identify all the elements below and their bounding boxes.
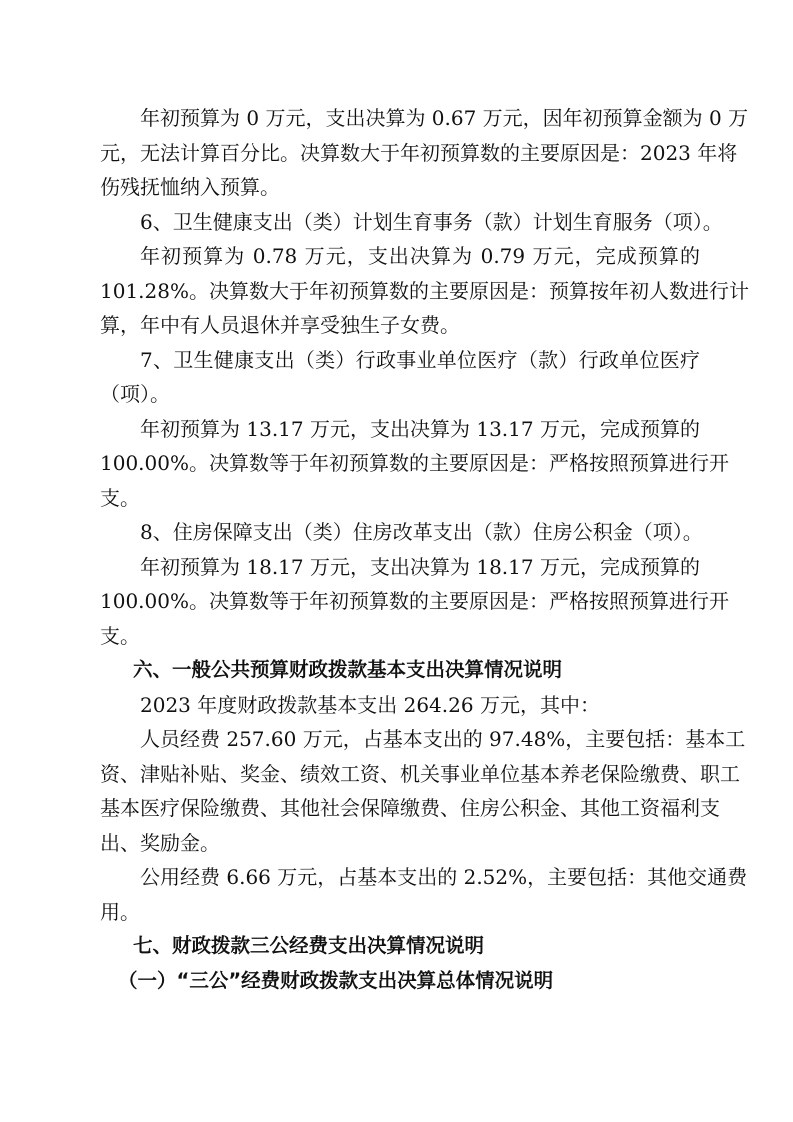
paragraph-line: 出、奖励金。 [100, 830, 220, 855]
subsection-heading-1: （一）“三公”经费财政拨款支出决算总体情况说明 [118, 968, 554, 992]
document-page [100, 101, 749, 998]
section-heading-7: 七、财政拨款三公经费支出决算情况说明 [133, 934, 485, 957]
paragraph-line: 年初预算为 18.17 万元，支出决算为 18.17 万元，完成预算的 [140, 554, 700, 579]
paragraph-line: 用。 [100, 899, 140, 924]
section-heading-6: 六、一般公共预算财政拨款基本支出决算情况说明 [133, 658, 563, 681]
paragraph-line: 元，无法计算百分比。决算数大于年初预算数的主要原因是：2023 年将 [100, 140, 738, 165]
item-heading-8: 8、住房保障支出（类）住房改革支出（款）住房公积金（项）。 [140, 520, 703, 544]
paragraph-line: 2023 年度财政拨款基本支出 264.26 万元，其中： [140, 692, 600, 717]
paragraph-line: 支。 [100, 623, 140, 648]
paragraph-line: 支。 [100, 485, 140, 510]
paragraph-line: 算，年中有人员退休并享受独生子女费。 [100, 313, 460, 337]
paragraph-line: 年初预算为 0 万元，支出决算为 0.67 万元，因年初预算金额为 0 万 [140, 106, 749, 130]
item-heading-6: 6、卫生健康支出（类）计划生育事务（款）计划生育服务（项）。 [140, 209, 723, 234]
item-heading-7-cont: （项）。 [100, 382, 170, 406]
paragraph-line: 资、津贴补贴、奖金、绩效工资、机关事业单位基本养老保险缴费、职工 [100, 761, 740, 786]
paragraph-line: 公用经费 6.66 万元，占基本支出的 2.52%，主要包括：其他交通费 [140, 865, 748, 889]
item-heading-7: 7、卫生健康支出（类）行政事业单位医疗（款）行政单位医疗 [140, 347, 700, 372]
paragraph-line: 伤残抚恤纳入预算。 [100, 175, 280, 199]
paragraph-line: 100.00%。决算数等于年初预算数的主要原因是：严格按照预算进行开 [100, 451, 729, 475]
paragraph-line: 基本医疗保险缴费、其他社会保障缴费、住房公积金、其他工资福利支 [100, 796, 720, 820]
paragraph-line: 人员经费 257.60 万元，占基本支出的 97.48%，主要包括：基本工 [140, 727, 746, 751]
paragraph-line: 年初预算为 13.17 万元，支出决算为 13.17 万元，完成预算的 [140, 416, 700, 441]
paragraph-line: 年初预算为 0.78 万元，支出决算为 0.79 万元，完成预算的 [140, 244, 700, 268]
paragraph-line: 101.28%。决算数大于年初预算数的主要原因是：预算按年初人数进行计 [100, 278, 749, 303]
paragraph-line: 100.00%。决算数等于年初预算数的主要原因是：严格按照预算进行开 [100, 589, 729, 613]
